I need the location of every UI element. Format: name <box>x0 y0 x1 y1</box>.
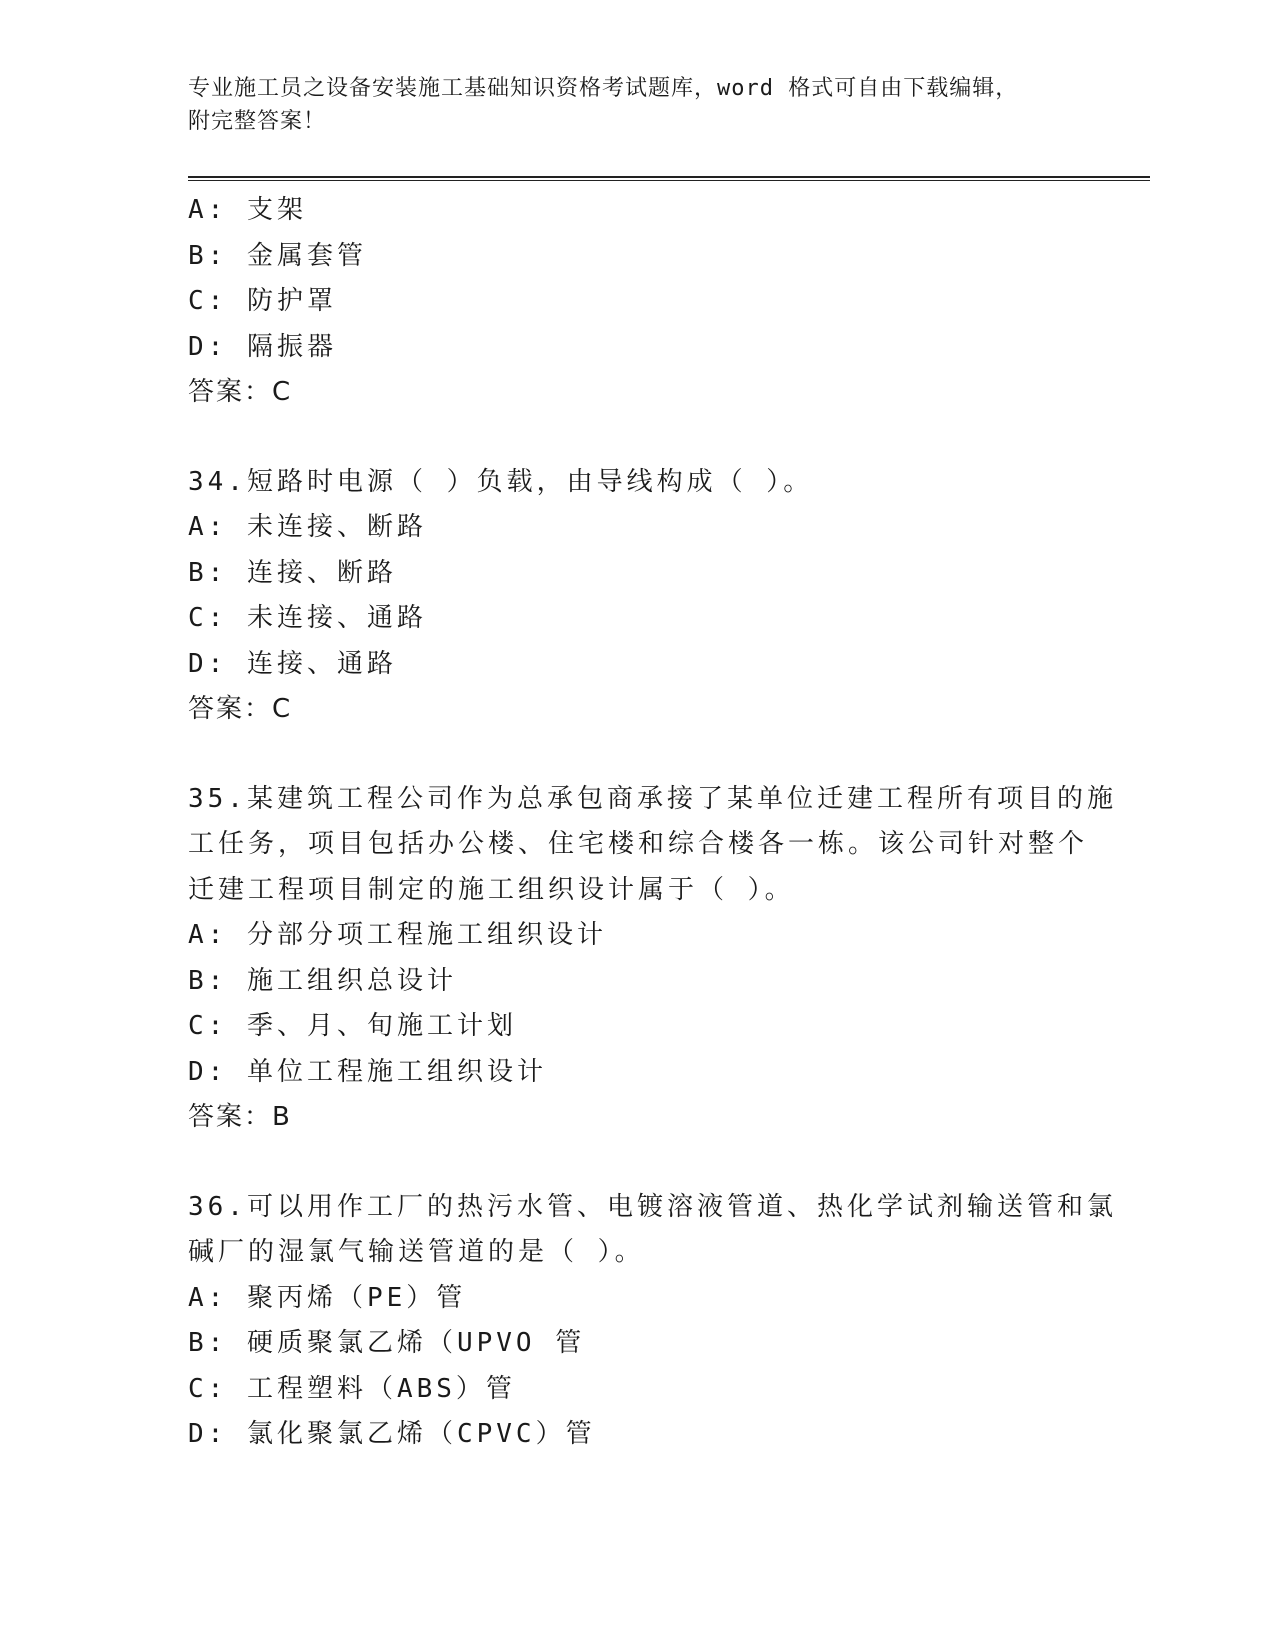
header-line-2: 附完整答案！ <box>188 109 327 134</box>
answer-line: 答案：B <box>188 1102 292 1132</box>
question-stem-line-1: 36.可以用作工厂的热污水管、电镀溶液管道、热化学试剂输送管和氯 <box>188 1191 1117 1222</box>
option-b: B: 施工组织总设计 <box>188 965 457 996</box>
option-b: B: 硬质聚氯乙烯（UPVO 管 <box>188 1328 586 1358</box>
answer-line: 答案：C <box>188 377 293 407</box>
question-stem-line-2: 碱厂的湿氯气输送管道的是（ ）。 <box>188 1237 645 1267</box>
option-b: B: 金属套管 <box>188 240 367 271</box>
question-33 <box>188 188 1148 416</box>
option-c: C: 季、月、旬施工计划 <box>188 1011 517 1041</box>
question-36 <box>188 1185 1148 1458</box>
header-line-1: 专业施工员之设备安装施工基础知识资格考试题库，word 格式可自由下载编辑， <box>188 76 1019 101</box>
question-stem: 34.短路时电源（ ）负载，由导线构成（ ）。 <box>188 466 814 497</box>
option-b: B: 连接、断路 <box>188 557 397 588</box>
option-c: C: 未连接、通路 <box>188 603 427 633</box>
option-a: A: 分部分项工程施工组织设计 <box>188 920 607 950</box>
option-d: D: 隔振器 <box>188 331 337 362</box>
question-stem-line-2: 工任务，项目包括办公楼、住宅楼和综合楼各一栋。该公司针对整个 <box>188 829 1089 859</box>
header-divider <box>188 176 1150 181</box>
question-34 <box>188 460 1148 733</box>
option-a: A: 未连接、断路 <box>188 512 427 542</box>
option-c: C: 防护罩 <box>188 286 337 316</box>
option-c: C: 工程塑料（ABS）管 <box>188 1373 516 1404</box>
option-d: D: 单位工程施工组织设计 <box>188 1056 547 1087</box>
question-stem-line-3: 迁建工程项目制定的施工组织设计属于（ ）。 <box>188 874 795 905</box>
option-a: A: 支架 <box>188 195 307 225</box>
option-a: A: 聚丙烯（PE）管 <box>188 1282 467 1313</box>
question-35 <box>188 777 1148 1141</box>
document-header <box>188 72 1088 138</box>
question-list <box>188 188 1148 1458</box>
question-stem-line-1: 35.某建筑工程公司作为总承包商承接了某单位迁建工程所有项目的施 <box>188 783 1117 814</box>
option-d: D: 连接、通路 <box>188 648 397 679</box>
option-d: D: 氯化聚氯乙烯（CPVC）管 <box>188 1419 596 1449</box>
answer-line: 答案：C <box>188 694 293 724</box>
